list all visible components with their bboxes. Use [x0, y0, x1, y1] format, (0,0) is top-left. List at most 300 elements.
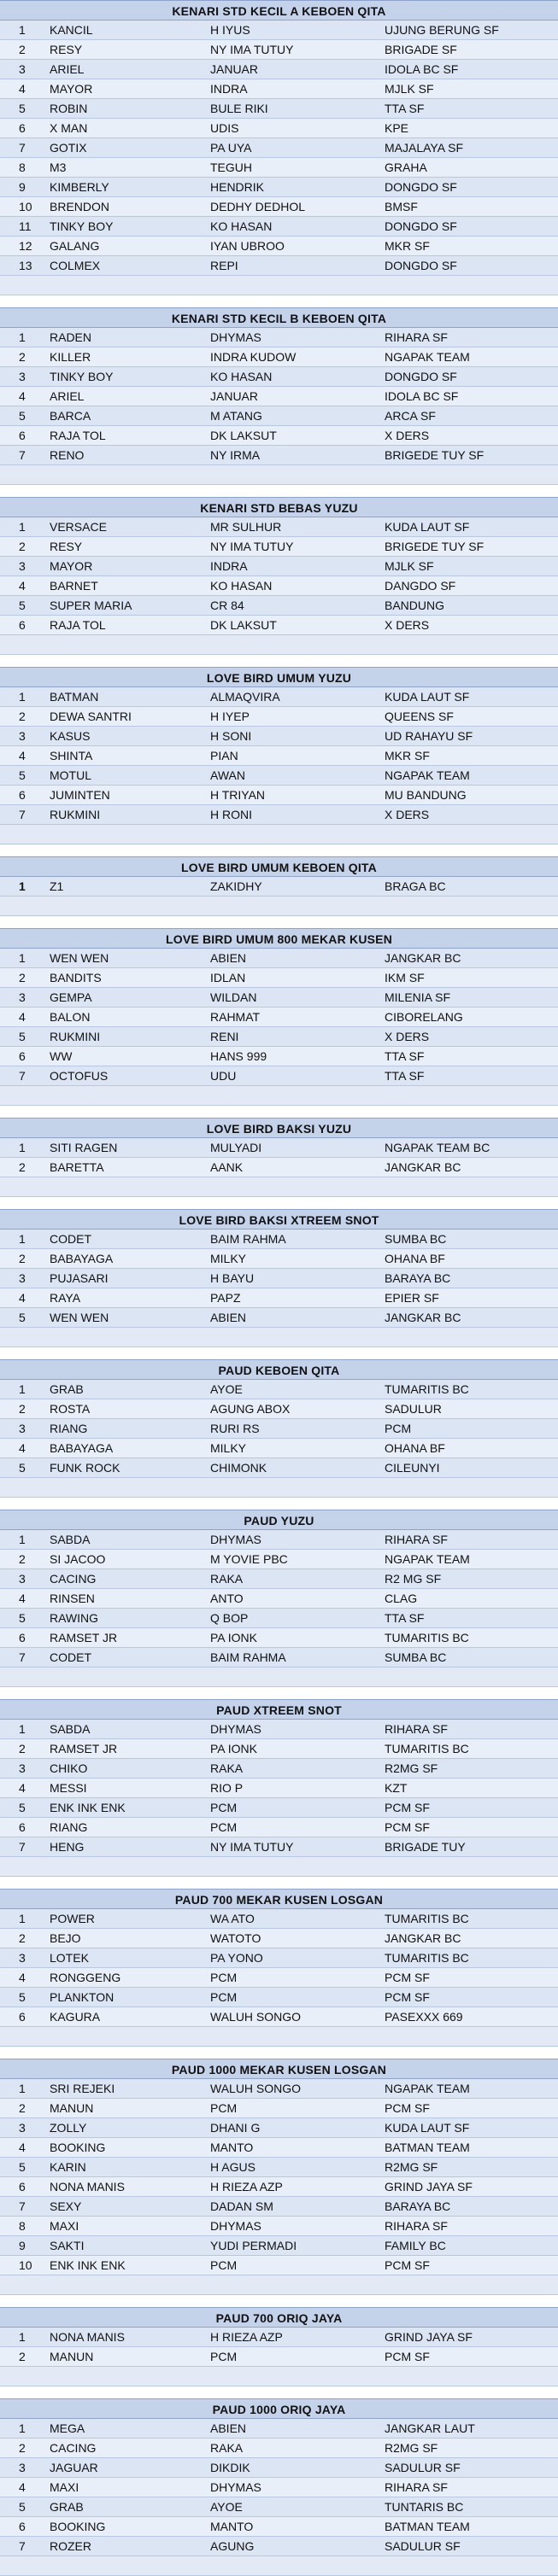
owner-name: PA IONK	[210, 1742, 257, 1755]
owner-name: PA YONO	[210, 1951, 263, 1965]
bird-name: FUNK ROCK	[50, 1461, 120, 1475]
owner-name: WALUH SONGO	[210, 2010, 302, 2024]
club-name: KUDA LAUT SF	[385, 2121, 470, 2135]
table-row	[0, 2347, 558, 2367]
table-row	[0, 1249, 558, 1269]
rank-number: 4	[19, 1441, 26, 1455]
rank-number: 12	[19, 239, 32, 253]
bird-name: Z1	[50, 879, 64, 893]
bird-name: BARCA	[50, 409, 91, 423]
owner-name: RURI RS	[210, 1422, 260, 1435]
rank-number: 6	[19, 2520, 26, 2533]
owner-name: DHYMAS	[210, 2219, 261, 2233]
club-name: JANGKAR LAUT	[385, 2421, 475, 2435]
owner-name: MILKY	[210, 1252, 247, 1265]
table-row	[0, 1419, 558, 1439]
owner-name: PCM	[210, 2350, 238, 2363]
bird-name: VERSACE	[50, 520, 107, 534]
section-title: KENARI STD KECIL A KEBOEN QITA	[0, 0, 558, 20]
section-gap	[0, 1347, 558, 1359]
owner-name: ALMAQVIRA	[210, 690, 280, 704]
table-row	[0, 1458, 558, 1478]
rank-number: 1	[19, 2421, 26, 2435]
bird-name: BARNET	[50, 579, 98, 593]
club-name: DONGDO SF	[385, 180, 457, 194]
bird-name: BOOKING	[50, 2141, 106, 2154]
table-row	[0, 1569, 558, 1589]
bird-name: SEXY	[50, 2199, 82, 2213]
bird-name: KANCIL	[50, 23, 93, 37]
rank-number: 4	[19, 579, 26, 593]
owner-name: RAKA	[210, 1761, 244, 1775]
club-name: MAJALAYA SF	[385, 141, 464, 155]
table-row	[0, 707, 558, 727]
club-name: IDOLA BC SF	[385, 389, 459, 403]
blank-row	[0, 1668, 558, 1687]
table-row	[0, 1138, 558, 1158]
owner-name: ANTO	[210, 1592, 244, 1605]
owner-name: DHYMAS	[210, 330, 261, 344]
table-row	[0, 20, 558, 40]
owner-name: ABIEN	[210, 1311, 247, 1324]
owner-name: ABIEN	[210, 2421, 247, 2435]
bird-name: MOTUL	[50, 768, 91, 782]
owner-name: H BAYU	[210, 1271, 255, 1285]
table-row	[0, 138, 558, 158]
club-name: GRIND JAYA SF	[385, 2180, 473, 2193]
table-row	[0, 119, 558, 138]
owner-name: ZAKIDHY	[210, 879, 262, 893]
bird-name: RESY	[50, 540, 83, 553]
bird-name: MAXI	[50, 2219, 79, 2233]
rank-number: 1	[19, 951, 26, 965]
table-row	[0, 1929, 558, 1948]
rank-number: 2	[19, 2101, 26, 2115]
owner-name: M YOVIE PBC	[210, 1552, 288, 1566]
bird-name: WW	[50, 1049, 73, 1063]
bird-name: WEN WEN	[50, 951, 109, 965]
bird-name: WEN WEN	[50, 1311, 109, 1324]
owner-name: PCM	[210, 2258, 238, 2272]
rank-number: 3	[19, 2461, 26, 2474]
results-section	[0, 0, 558, 295]
table-row	[0, 217, 558, 237]
rank-number: 10	[19, 200, 32, 213]
table-row	[0, 178, 558, 197]
results-section	[0, 2398, 558, 2576]
owner-name: M ATANG	[210, 409, 262, 423]
club-name: TTA SF	[385, 1611, 425, 1625]
bird-name: RAWING	[50, 1611, 99, 1625]
club-name: TUMARITIS BC	[385, 1631, 469, 1644]
owner-name: HANS 999	[210, 1049, 267, 1063]
club-name: KUDA LAUT SF	[385, 520, 470, 534]
owner-name: PAPZ	[210, 1291, 241, 1305]
bird-name: MANUN	[50, 2101, 94, 2115]
club-name: PCM SF	[385, 1801, 430, 1814]
table-row	[0, 517, 558, 537]
table-row	[0, 1798, 558, 1818]
section-title: KENARI STD KECIL B KEBOEN QITA	[0, 307, 558, 328]
section-title: PAUD 700 MEKAR KUSEN LOSGAN	[0, 1889, 558, 1909]
owner-name: DHYMAS	[210, 1533, 261, 1546]
table-row	[0, 2158, 558, 2177]
bird-name: KASUS	[50, 729, 91, 743]
owner-name: PCM	[210, 2101, 238, 2115]
blank-row	[0, 1478, 558, 1498]
rank-number: 1	[19, 2330, 26, 2344]
table-row	[0, 2256, 558, 2275]
rank-number: 1	[19, 690, 26, 704]
club-name: CIBORELANG	[385, 1010, 463, 1024]
table-row	[0, 1988, 558, 2007]
section-gap	[0, 1498, 558, 1510]
owner-name: DHYMAS	[210, 1722, 261, 1736]
owner-name: AYOE	[210, 1382, 243, 1396]
section-title: LOVE BIRD UMUM YUZU	[0, 667, 558, 687]
section-gap	[0, 1687, 558, 1699]
rank-number: 9	[19, 2239, 26, 2252]
results-section	[0, 307, 558, 485]
owner-name: PCM	[210, 1801, 238, 1814]
table-row	[0, 348, 558, 367]
section-title: LOVE BIRD UMUM KEBOEN QITA	[0, 856, 558, 877]
bird-name: TINKY BOY	[50, 219, 114, 233]
bird-name: RINSEN	[50, 1592, 95, 1605]
rank-number: 3	[19, 370, 26, 383]
blank-row	[0, 1857, 558, 1877]
bird-name: SUPER MARIA	[50, 599, 132, 612]
bird-name: RENO	[50, 448, 85, 462]
rank-number: 5	[19, 1801, 26, 1814]
bird-name: GRAB	[50, 2500, 84, 2514]
rank-number: 2	[19, 350, 26, 364]
bird-name: TINKY BOY	[50, 370, 114, 383]
table-row	[0, 596, 558, 616]
rank-number: 1	[19, 330, 26, 344]
club-name: MU BANDUNG	[385, 788, 467, 802]
table-row	[0, 1779, 558, 1798]
table-row	[0, 1837, 558, 1857]
club-name: PCM SF	[385, 1820, 430, 1834]
owner-name: ABIEN	[210, 951, 247, 965]
bird-name: POWER	[50, 1912, 95, 1925]
club-name: NGAPAK TEAM	[385, 1552, 470, 1566]
section-gap	[0, 655, 558, 667]
club-name: DONGDO SF	[385, 219, 457, 233]
owner-name: JANUAR	[210, 62, 259, 76]
club-name: BRAGA BC	[385, 879, 446, 893]
table-row	[0, 328, 558, 348]
rank-number: 1	[19, 1722, 26, 1736]
club-name: JANGKAR BC	[385, 1311, 461, 1324]
section-title: PAUD 1000 MEKAR KUSEN LOSGAN	[0, 2059, 558, 2079]
club-name: DONGDO SF	[385, 259, 457, 272]
rank-number: 3	[19, 559, 26, 573]
section-title: KENARI STD BEBAS YUZU	[0, 497, 558, 517]
club-name: SADULUR SF	[385, 2461, 461, 2474]
club-name: BARAYA BC	[385, 2199, 451, 2213]
table-row	[0, 786, 558, 805]
rank-number: 5	[19, 1311, 26, 1324]
rank-number: 3	[19, 1422, 26, 1435]
bird-name: RADEN	[50, 330, 92, 344]
club-name: X DERS	[385, 618, 430, 632]
rank-number: 10	[19, 2258, 32, 2272]
bird-name: NONA MANIS	[50, 2180, 125, 2193]
table-row	[0, 446, 558, 465]
owner-name: BAIM RAHMA	[210, 1232, 286, 1246]
table-row	[0, 1818, 558, 1837]
rank-number: 1	[19, 520, 26, 534]
bird-name: BOOKING	[50, 2520, 106, 2533]
table-row	[0, 1609, 558, 1628]
table-row	[0, 1066, 558, 1086]
table-row	[0, 616, 558, 635]
bird-name: ROSTA	[50, 1402, 91, 1416]
bird-name: RONGGENG	[50, 1971, 121, 1984]
owner-name: DHYMAS	[210, 2480, 261, 2494]
rank-number: 3	[19, 2121, 26, 2135]
results-section	[0, 667, 558, 844]
owner-name: RENI	[210, 1030, 239, 1043]
table-row	[0, 1008, 558, 1027]
results-section	[0, 2059, 558, 2295]
table-row	[0, 537, 558, 557]
rank-number: 2	[19, 43, 26, 56]
bird-name: GOTIX	[50, 141, 87, 155]
table-row	[0, 1550, 558, 1569]
section-gap	[0, 2295, 558, 2307]
bird-name: X MAN	[50, 121, 88, 135]
club-name: R2MG SF	[385, 2441, 438, 2455]
rank-number: 7	[19, 2539, 26, 2553]
section-gap	[0, 1106, 558, 1118]
rank-number: 5	[19, 768, 26, 782]
table-row	[0, 1288, 558, 1308]
bird-name: KARIN	[50, 2160, 86, 2174]
rank-number: 1	[19, 1533, 26, 1546]
table-row	[0, 1739, 558, 1759]
owner-name: CR 84	[210, 599, 244, 612]
rank-number: 4	[19, 1010, 26, 1024]
rank-number: 6	[19, 2180, 26, 2193]
club-name: EPIER SF	[385, 1291, 439, 1305]
owner-name: UDU	[210, 1069, 237, 1083]
bird-name: MANUN	[50, 2350, 94, 2363]
bird-name: CACING	[50, 1572, 97, 1586]
bird-name: SRI REJEKI	[50, 2082, 115, 2095]
table-row	[0, 2177, 558, 2197]
owner-name: H IYUS	[210, 23, 250, 37]
rank-number: 4	[19, 389, 26, 403]
owner-name: H TRIYAN	[210, 788, 266, 802]
blank-row	[0, 1086, 558, 1106]
club-name: PCM SF	[385, 1971, 430, 1984]
club-name: TTA SF	[385, 1049, 425, 1063]
rank-number: 4	[19, 82, 26, 96]
owner-name: CHIMONK	[210, 1461, 267, 1475]
club-name: UD RAHAYU SF	[385, 729, 473, 743]
table-row	[0, 237, 558, 256]
rank-number: 2	[19, 1742, 26, 1755]
club-name: TUMARITIS BC	[385, 1382, 469, 1396]
rank-number: 7	[19, 2199, 26, 2213]
owner-name: REPI	[210, 259, 238, 272]
table-row	[0, 1530, 558, 1550]
owner-name: NY IMA TUTUY	[210, 43, 294, 56]
club-name: CLAG	[385, 1592, 418, 1605]
rank-number: 5	[19, 1611, 26, 1625]
results-section	[0, 1699, 558, 1877]
rank-number: 7	[19, 1650, 26, 1664]
owner-name: RIO P	[210, 1781, 244, 1795]
table-row	[0, 197, 558, 217]
rank-number: 4	[19, 1781, 26, 1795]
owner-name: TEGUH	[210, 161, 252, 174]
rank-number: 7	[19, 808, 26, 821]
owner-name: WILDAN	[210, 990, 257, 1004]
owner-name: INDRA	[210, 559, 248, 573]
club-name: PCM	[385, 1422, 412, 1435]
bird-name: BRENDON	[50, 200, 110, 213]
rank-number: 4	[19, 1971, 26, 1984]
club-name: GRAHA	[385, 161, 427, 174]
section-title: PAUD 1000 ORIQ JAYA	[0, 2398, 558, 2419]
owner-name: AGUNG ABOX	[210, 1402, 291, 1416]
table-row	[0, 1230, 558, 1249]
table-row	[0, 2138, 558, 2158]
rank-number: 6	[19, 1631, 26, 1644]
table-row	[0, 2217, 558, 2236]
club-name: RIHARA SF	[385, 2219, 448, 2233]
results-section	[0, 1209, 558, 1347]
bird-name: BARETTA	[50, 1160, 104, 1174]
bird-name: MAXI	[50, 2480, 79, 2494]
club-name: SADULUR SF	[385, 2539, 461, 2553]
owner-name: DHANI G	[210, 2121, 261, 2135]
owner-name: AWAN	[210, 768, 245, 782]
rank-number: 7	[19, 448, 26, 462]
table-row	[0, 2497, 558, 2517]
rank-number: 11	[19, 219, 32, 233]
owner-name: NY IRMA	[210, 448, 261, 462]
table-row	[0, 2197, 558, 2217]
rank-number: 3	[19, 1761, 26, 1775]
rank-number: 3	[19, 1271, 26, 1285]
club-name: BMSF	[385, 200, 418, 213]
bird-name: ENK INK ENK	[50, 1801, 126, 1814]
owner-name: KO HASAN	[210, 579, 273, 593]
owner-name: KO HASAN	[210, 219, 273, 233]
owner-name: NY IMA TUTUY	[210, 540, 294, 553]
table-row	[0, 1759, 558, 1779]
owner-name: MULYADI	[210, 1141, 262, 1154]
club-name: NGAPAK TEAM	[385, 2082, 470, 2095]
blank-row	[0, 276, 558, 295]
owner-name: H RIEZA AZP	[210, 2330, 283, 2344]
table-row	[0, 2328, 558, 2347]
owner-name: INDRA KUDOW	[210, 350, 297, 364]
rank-number: 6	[19, 2010, 26, 2024]
blank-row	[0, 897, 558, 916]
table-row	[0, 1047, 558, 1066]
owner-name: RAKA	[210, 1572, 244, 1586]
bird-name: RAYA	[50, 1291, 81, 1305]
owner-name: UDIS	[210, 121, 239, 135]
owner-name: AGUNG	[210, 2539, 255, 2553]
club-name: QUEENS SF	[385, 710, 454, 723]
bird-name: ZOLLY	[50, 2121, 87, 2135]
rank-number: 2	[19, 2350, 26, 2363]
rank-number: 1	[19, 1382, 26, 1396]
rank-number: 7	[19, 1840, 26, 1854]
results-section	[0, 2307, 558, 2386]
table-row	[0, 557, 558, 576]
blank-row	[0, 2556, 558, 2576]
club-name: OHANA BF	[385, 1441, 445, 1455]
owner-name: H SONI	[210, 729, 252, 743]
rank-number: 5	[19, 409, 26, 423]
bird-name: MAYOR	[50, 82, 93, 96]
section-gap	[0, 1877, 558, 1889]
rank-number: 2	[19, 1160, 26, 1174]
section-gap	[0, 916, 558, 928]
bird-name: DEWA SANTRI	[50, 710, 132, 723]
rank-number: 3	[19, 1572, 26, 1586]
rank-number: 1	[19, 1141, 26, 1154]
table-row	[0, 746, 558, 766]
rank-number: 3	[19, 1951, 26, 1965]
club-name: SUMBA BC	[385, 1650, 447, 1664]
table-row	[0, 1909, 558, 1929]
owner-name: JANUAR	[210, 389, 259, 403]
bird-name: BABAYAGA	[50, 1441, 114, 1455]
club-name: BRIGEDE TUY SF	[385, 448, 485, 462]
owner-name: WA ATO	[210, 1912, 255, 1925]
rank-number: 5	[19, 1461, 26, 1475]
club-name: TUMARITIS BC	[385, 1951, 469, 1965]
club-name: R2MG SF	[385, 2160, 438, 2174]
table-row	[0, 2517, 558, 2537]
blank-row	[0, 465, 558, 485]
owner-name: YUDI PERMADI	[210, 2239, 297, 2252]
owner-name: WALUH SONGO	[210, 2082, 302, 2095]
bird-name: KAGURA	[50, 2010, 101, 2024]
rank-number: 3	[19, 62, 26, 76]
section-title: LOVE BIRD BAKSI XTREEM SNOT	[0, 1209, 558, 1230]
table-row	[0, 1628, 558, 1648]
blank-row	[0, 2027, 558, 2047]
club-name: TTA SF	[385, 1069, 425, 1083]
table-row	[0, 1948, 558, 1968]
bird-name: MAYOR	[50, 559, 93, 573]
section-title: LOVE BIRD UMUM 800 MEKAR KUSEN	[0, 928, 558, 949]
club-name: TUMARITIS BC	[385, 1912, 469, 1925]
rank-number: 2	[19, 971, 26, 984]
blank-row	[0, 825, 558, 844]
rank-number: 6	[19, 121, 26, 135]
table-row	[0, 99, 558, 119]
rank-number: 5	[19, 2160, 26, 2174]
table-row	[0, 988, 558, 1008]
owner-name: BAIM RAHMA	[210, 1650, 286, 1664]
bird-name: MEGA	[50, 2421, 85, 2435]
club-name: JANGKAR BC	[385, 951, 461, 965]
rank-number: 6	[19, 1049, 26, 1063]
club-name: MJLK SF	[385, 559, 434, 573]
rank-number: 2	[19, 1402, 26, 1416]
